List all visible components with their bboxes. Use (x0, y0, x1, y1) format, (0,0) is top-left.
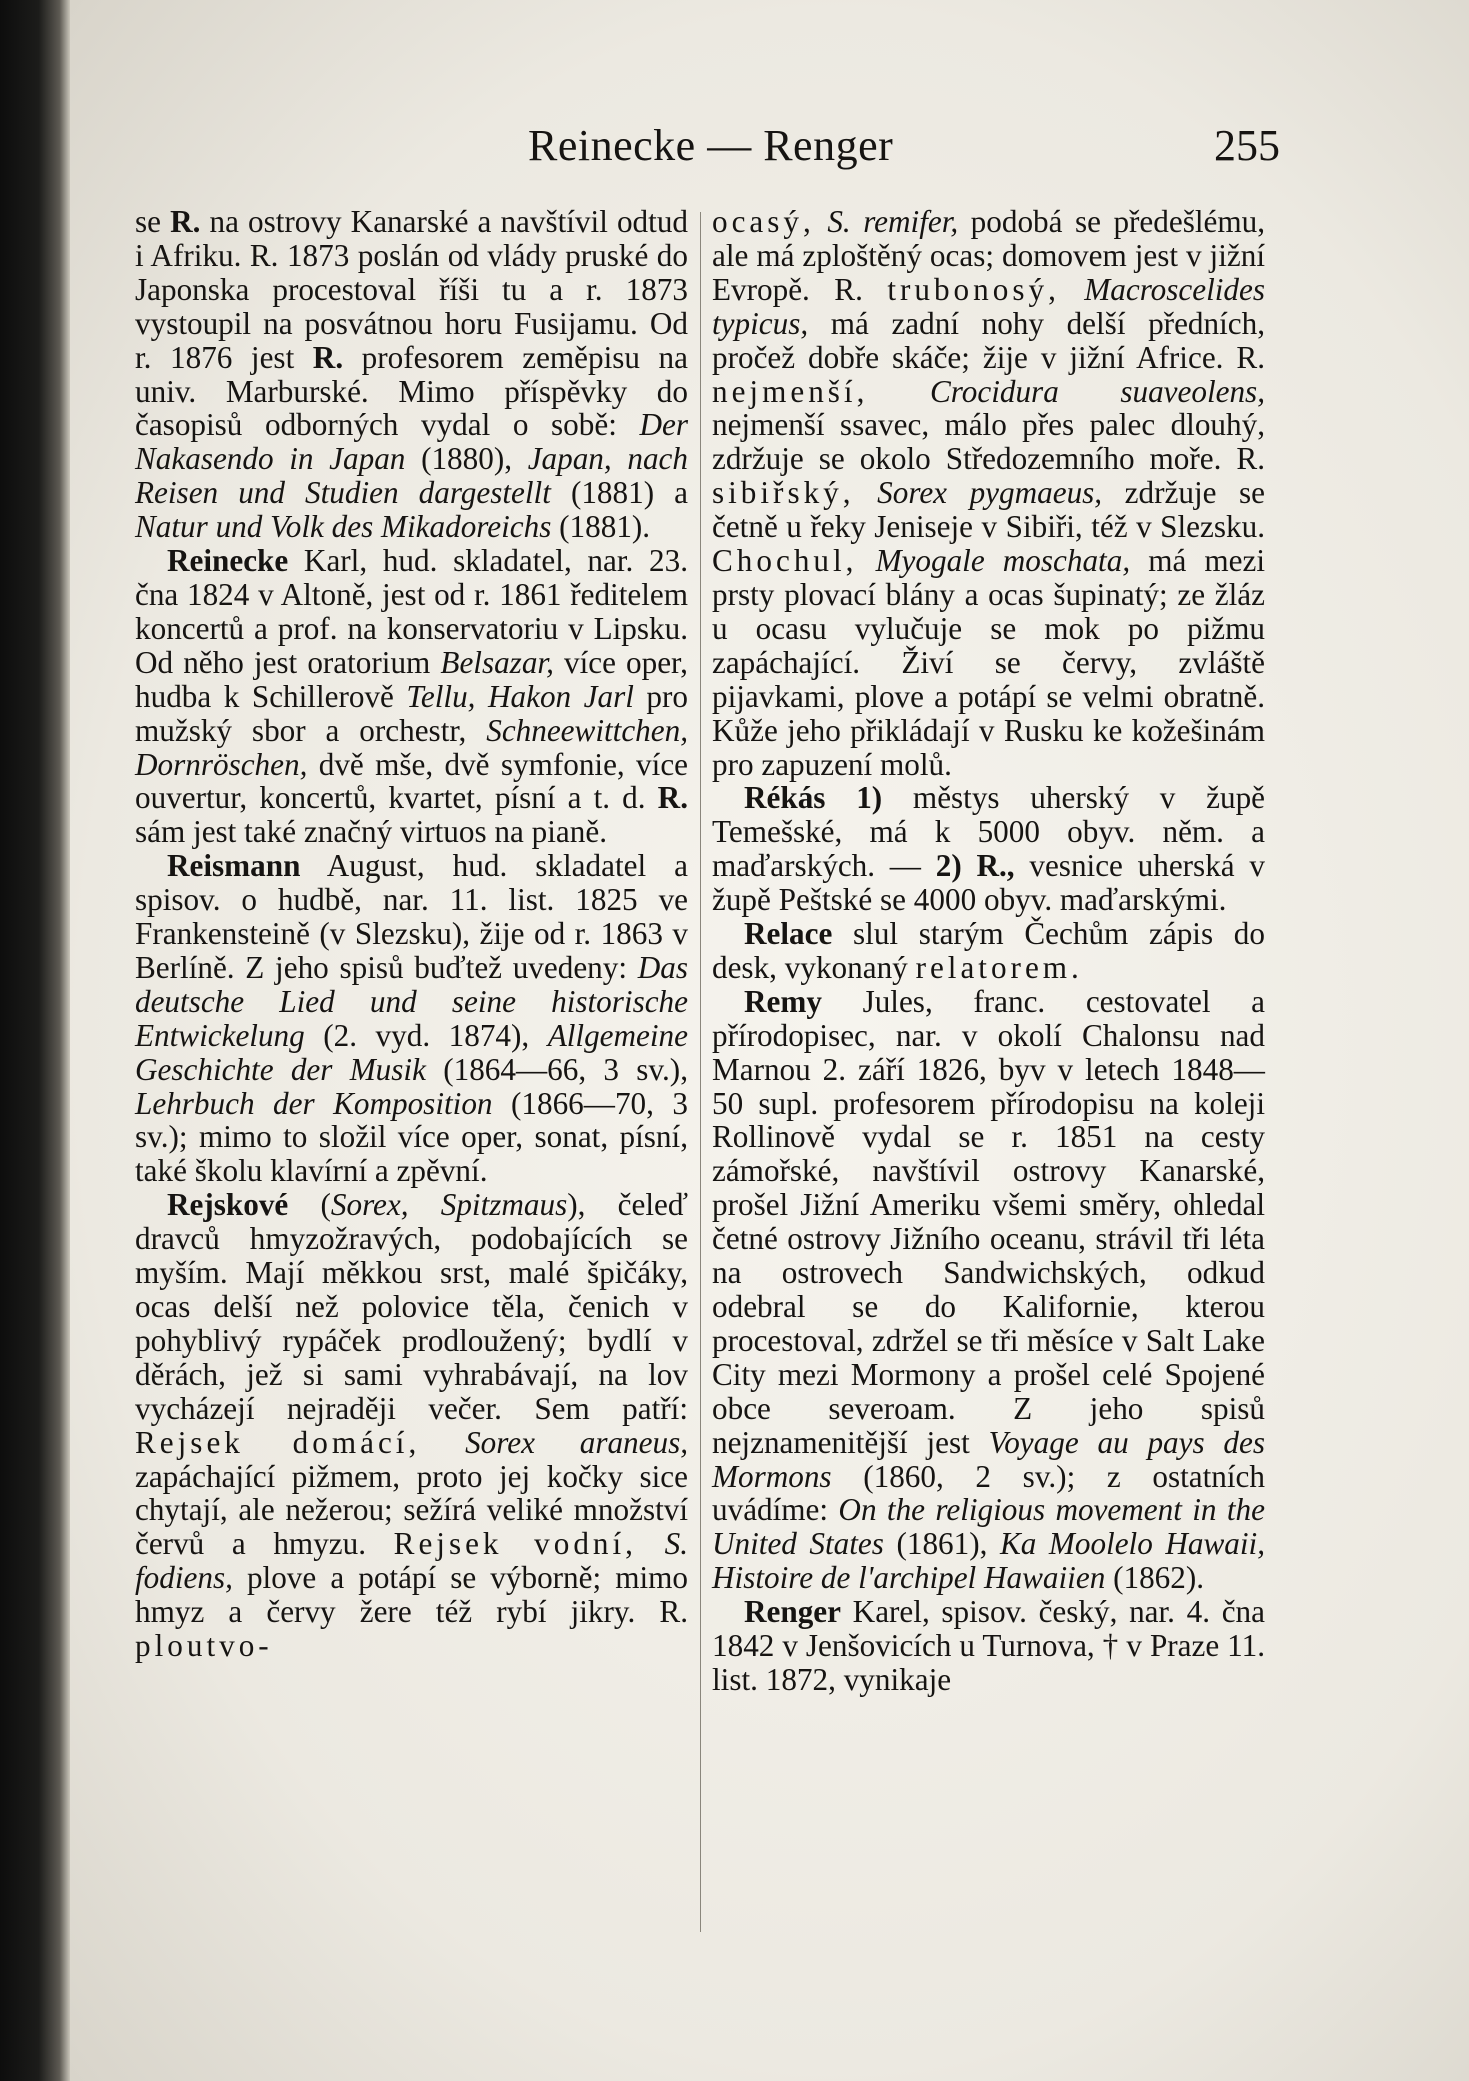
column-divider (700, 212, 701, 1932)
headword: Rékás (744, 780, 826, 816)
entry-reinecke: Reinecke Karl, hud. skladatel, nar. 23. čna 1824 v Altoně, jest od r. 1861 ředitelem koncertů a prof. na konservatoriu v Lipsku. Od něho jest oratorium Belsazar, více oper, hudba k Schillerově Tellu, Hakon Jarl pro mužský sbor a orchestr, Schneewittchen, Dornröschen, dvě mše, dvě symfonie, více ouvertur, koncertů, kvartet, písní a t. d. R. sám jest také značný virtuos na pianě. (135, 543, 689, 850)
headword: Rejskové (167, 1187, 289, 1223)
headword: Renger (744, 1594, 841, 1630)
headword: Reinecke (167, 543, 289, 579)
entry-renger: Renger Karel, spisov. český, nar. 4. čna 1842 v Jenšovicích u Turnova, † v Praze 11. list. 1872, vynikaje (712, 1594, 1265, 1697)
running-header (460, 120, 1280, 180)
page-number: 255 (1214, 121, 1280, 170)
entry-relace: Relace slul starým Čechům zápis do desk, vykonaný relatorem. (712, 916, 1265, 985)
book-spine-shadow (0, 0, 70, 2081)
entry-reismann: Reismann August, hud. skladatel a spisov. o hudbě, nar. 11. list. 1825 ve Frankensteině (v Slezsku), žije od r. 1863 v Berlíně. Z jeho spisů buďtež uvedeny: Das deutsche Lied und seine historische Entwickelung (2. vyd. 1874), Allgemeine Geschichte der Musik (1864—66, 3 sv.), Lehrbuch der Komposition (1866—70, 3 sv.); mimo to složil více oper, sonat, písní, také školu klavírní a zpěvní. (135, 848, 689, 1189)
left-column (135, 205, 688, 1663)
headword: Reismann (167, 848, 301, 884)
right-column (712, 205, 1265, 1697)
header-title: Reinecke — Renger (528, 121, 894, 170)
entry-rejskove: Rejskové (Sorex, Spitzmaus), čeleď dravců hmyzožravých, podobajících se myším. Mají měkkou srst, malé špičáky, ocas delší než polovice těla, čenich v pohyblivý rypáček prodloužený; bydlí v děrách, jež si sami vyhrabávají, na lov vycházejí nejraději večer. Sem patří: Rejsek domácí, Sorex araneus, zapáchající pižmem, proto jej kočky sice chytají, ale nežerou; sežírá veliké množství červů a hmyzu. Rejsek vodní, S. fodiens, plove a potápí se výborně; mimo hmyz a červy žere též rybí jikry. R. ploutvo- (135, 1187, 689, 1664)
entry-remy-continuation: se R. na ostrovy Kanarské a navštívil odtud i Afriku. R. 1873 poslán od vlády pruské do Japonska procestoval říši tu a r. 1873 vystoupil na posvátnou horu Fusijamu. Od r. 1876 jest R. profesorem zeměpisu na univ. Marburské. Mimo příspěvky do časopisů odborných vydal o sobě: Der Nakasendo in Japan (1880), Japan, nach Reisen und Studien dargestellt (1881) a Natur und Volk des Mikadoreichs (1881). (135, 204, 689, 545)
headword: Relace (744, 916, 833, 952)
entry-rekas: Rékás 1) městys uherský v župě Temešské, má k 5000 obyv. něm. a maďarských. — 2) R., vesnice uherská v župě Peštské se 4000 obyv. maďarskými. (712, 780, 1266, 918)
entry-remy: Remy Jules, franc. cestovatel a přírodopisec, nar. v okolí Chalonsu nad Marnou 2. září 1826, byv v letech 1848—50 supl. profesorem přírodopisu na koleji Rollinově vydal se r. 1851 na cesty zámořské, navštívil ostrovy Kanarské, prošel Jižní Ameriku všemi směry, ohledal četné ostrovy Jižního oceanu, strávil tři léta na ostrovech Sandwichských, odkud odebral se do Kalifornie, kterou procestoval, zdržel se tři měsíce v Salt Lake City mezi Mormony a prošel celé Spojené obce severoam. Z jeho spisů nejznamenitější jest Voyage au pays des Mormons (1860, 2 sv.); z ostatních uvádíme: On the religious movement in the United States (1861), Ka Moolelo Hawaii, Histoire de l'archipel Hawaiien (1862). (712, 983, 1265, 1596)
entry-rejskove-continuation: ocasý, S. remifer, podobá se předešlému, ale má zploštěný ocas; domovem jest v jižní Evropě. R. trubonosý, Macroscelides typicus, má zadní nohy delší předních, pročež dobře skáče; žije v jižní Africe. R. nejmenší, Crocidura suaveolens, nejmenší ssavec, málo přes palec dlouhý, zdržuje se okolo Středozemního moře. R. sibiřský, Sorex pygmaeus, zdržuje se četně u řeky Jeniseje v Sibiři, též v Slezsku. Chochul, Myogale moschata, má mezi prsty plovací blány a ocas šupinatý; ze žláz u ocasu vylučuje se mok po pižmu zapáchající. Živí se červy, zvláště pijavkami, plove a potápí se velmi obratně. Kůže jeho přikládají v Rusku ke kožešinám pro zapuzení molů. (712, 204, 1266, 782)
headword: Remy (744, 983, 822, 1019)
